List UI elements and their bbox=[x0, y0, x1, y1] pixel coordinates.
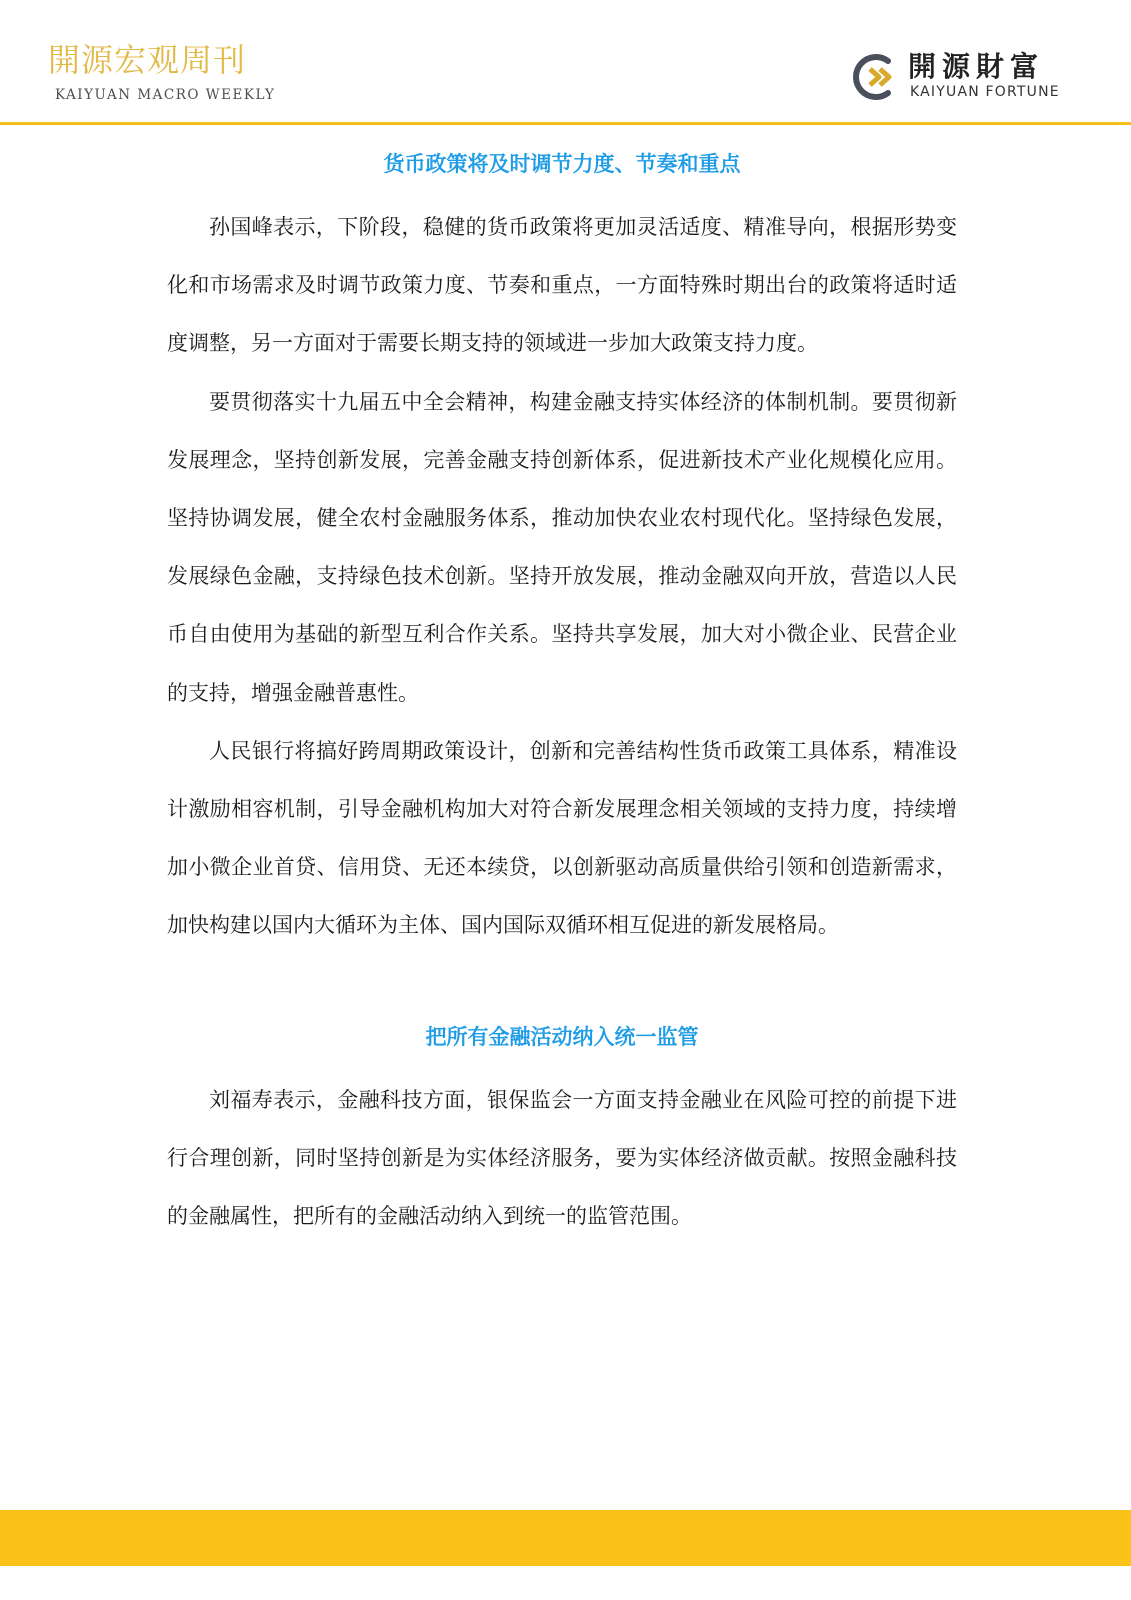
footer-bar bbox=[0, 1510, 1131, 1566]
paragraph: 人民银行将搞好跨周期政策设计，创新和完善结构性货币政策工具体系，精准设计激励相容机制，引导金融机构加大对符合新发展理念相关领域的支持力度，持续增加小微企业首贷、信用贷、无还本续贷，以创新驱动高质量供给引领和创造新需求，加快构建以国内大循环为主体、国内国际双循环相互促进的新发展格局。 bbox=[167, 738, 957, 938]
article-body bbox=[167, 140, 957, 1245]
publication-subtitle: KAIYUAN MACRO WEEKLY bbox=[55, 87, 276, 103]
section-spacer bbox=[167, 955, 957, 1013]
kaiyuan-logo-icon bbox=[852, 52, 902, 102]
section-heading-unified-regulation: 把所有金融活动纳入统一监管 bbox=[425, 1024, 699, 1049]
page-header bbox=[0, 0, 1131, 124]
paragraph: 刘福寿表示，金融科技方面，银保监会一方面支持金融业在风险可控的前提下进行合理创新，同时坚持创新是为实体经济服务，要为实体经济做贡献。按照金融科技的金融属性，把所有的金融活动纳入到统一的监管范围。 bbox=[167, 1087, 957, 1229]
paragraph: 要贯彻落实十九届五中全会精神，构建金融支持实体经济的体制机制。要贯彻新发展理念，坚持创新发展，完善金融支持创新体系，促进新技术产业化规模化应用。坚持协调发展，健全农村金融服务体系，推动加快农业农村现代化。坚持绿色发展，发展绿色金融，支持绿色技术创新。坚持开放发展，推动金融双向开放，营造以人民币自由使用为基础的新型互利合作关系。坚持共享发展，加大对小微企业、民营企业的支持，增强金融普惠性。 bbox=[167, 389, 957, 705]
publication-title: 開源宏观周刊 bbox=[48, 41, 247, 79]
header-divider bbox=[0, 122, 1131, 125]
logo-chinese-name: 開源財富 bbox=[908, 50, 1045, 83]
logo-english-name: KAIYUAN FORTUNE bbox=[910, 84, 1060, 100]
company-logo bbox=[852, 50, 1092, 106]
paragraph: 孙国峰表示，下阶段，稳健的货币政策将更加灵活适度、精准导向，根据形势变化和市场需求及时调节政策力度、节奏和重点，一方面特殊时期出台的政策将适时适度调整，另一方面对于需要长期支持的领域进一步加大政策支持力度。 bbox=[167, 215, 957, 356]
section-heading-monetary-policy: 货币政策将及时调节力度、节奏和重点 bbox=[383, 152, 741, 176]
